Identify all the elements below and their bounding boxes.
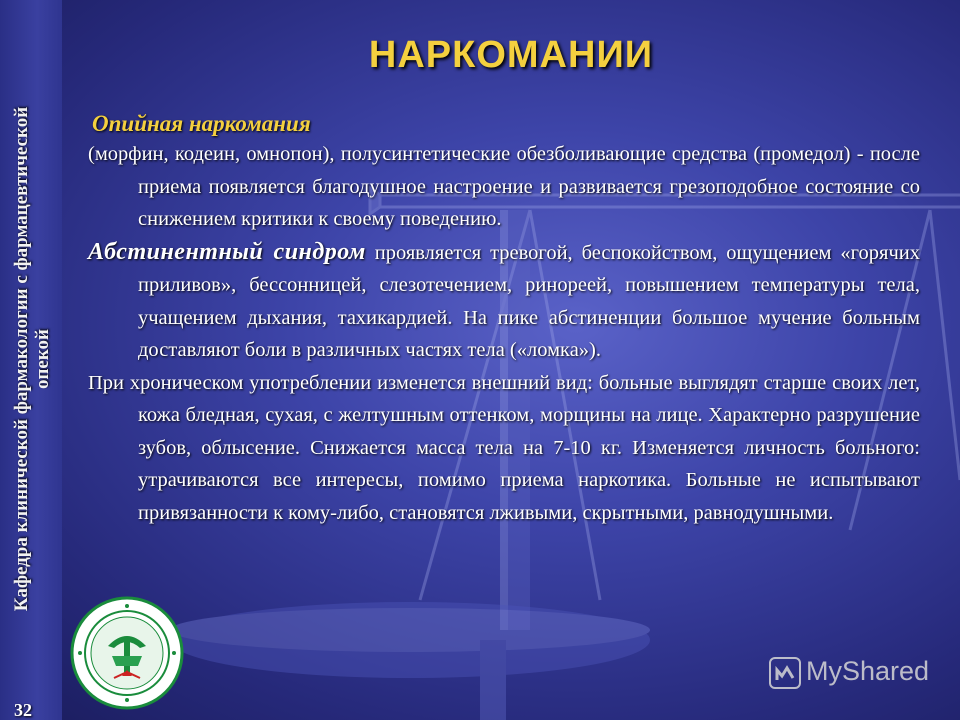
subtitle: Опийная наркомания <box>92 111 311 136</box>
page-number: 32 <box>14 700 32 720</box>
department-logo <box>70 596 184 710</box>
department-line-1: Кафедра клинической фармакологии с фармацевтической <box>11 106 32 612</box>
myshared-icon <box>768 656 802 690</box>
watermark <box>768 656 929 690</box>
paragraph-withdrawal <box>88 236 920 367</box>
slide-title: НАРКОМАНИИ <box>368 34 654 76</box>
department-title <box>11 9 53 709</box>
withdrawal-text: проявляется тревогой, беспокойством, ощущением «горячих приливов», бессонницей, слезотечением, ринореей, повышением температуры тела, учащением дыхания, тахикардией. На пике абстиненции большое мучение больным доставляют боли в различных частях тела («ломка»). <box>138 241 921 361</box>
watermark-text: MyShared <box>806 656 930 687</box>
withdrawal-term: Абстинентный синдром <box>88 238 366 265</box>
paragraph-chronic: При хроническом употреблении изменется внешний вид: больные выглядят старше своих лет, кожа бледная, сухая, с желтушным оттенком, морщины на лице. Характерно разрушение зубов, облысение. Снижается масса тела на 7-10 кг. Изменяется личность больного: утрачиваются все интересы, помимо приема наркотика. Больные не испытывают привязанности к кому-либо, становятся лживыми, скрытными, равнодушными. <box>88 371 920 524</box>
slide-content <box>88 110 920 529</box>
department-line-2: опекой <box>32 328 53 390</box>
sidebar <box>0 0 62 720</box>
paragraph-opioid: (морфин, кодеин, омнопон), полусинтетические обезболивающие средства (промедол) - после приема появляется благодушное настроение и развивается грезоподобное состояние со снижением критики к своему поведению. <box>88 143 920 230</box>
